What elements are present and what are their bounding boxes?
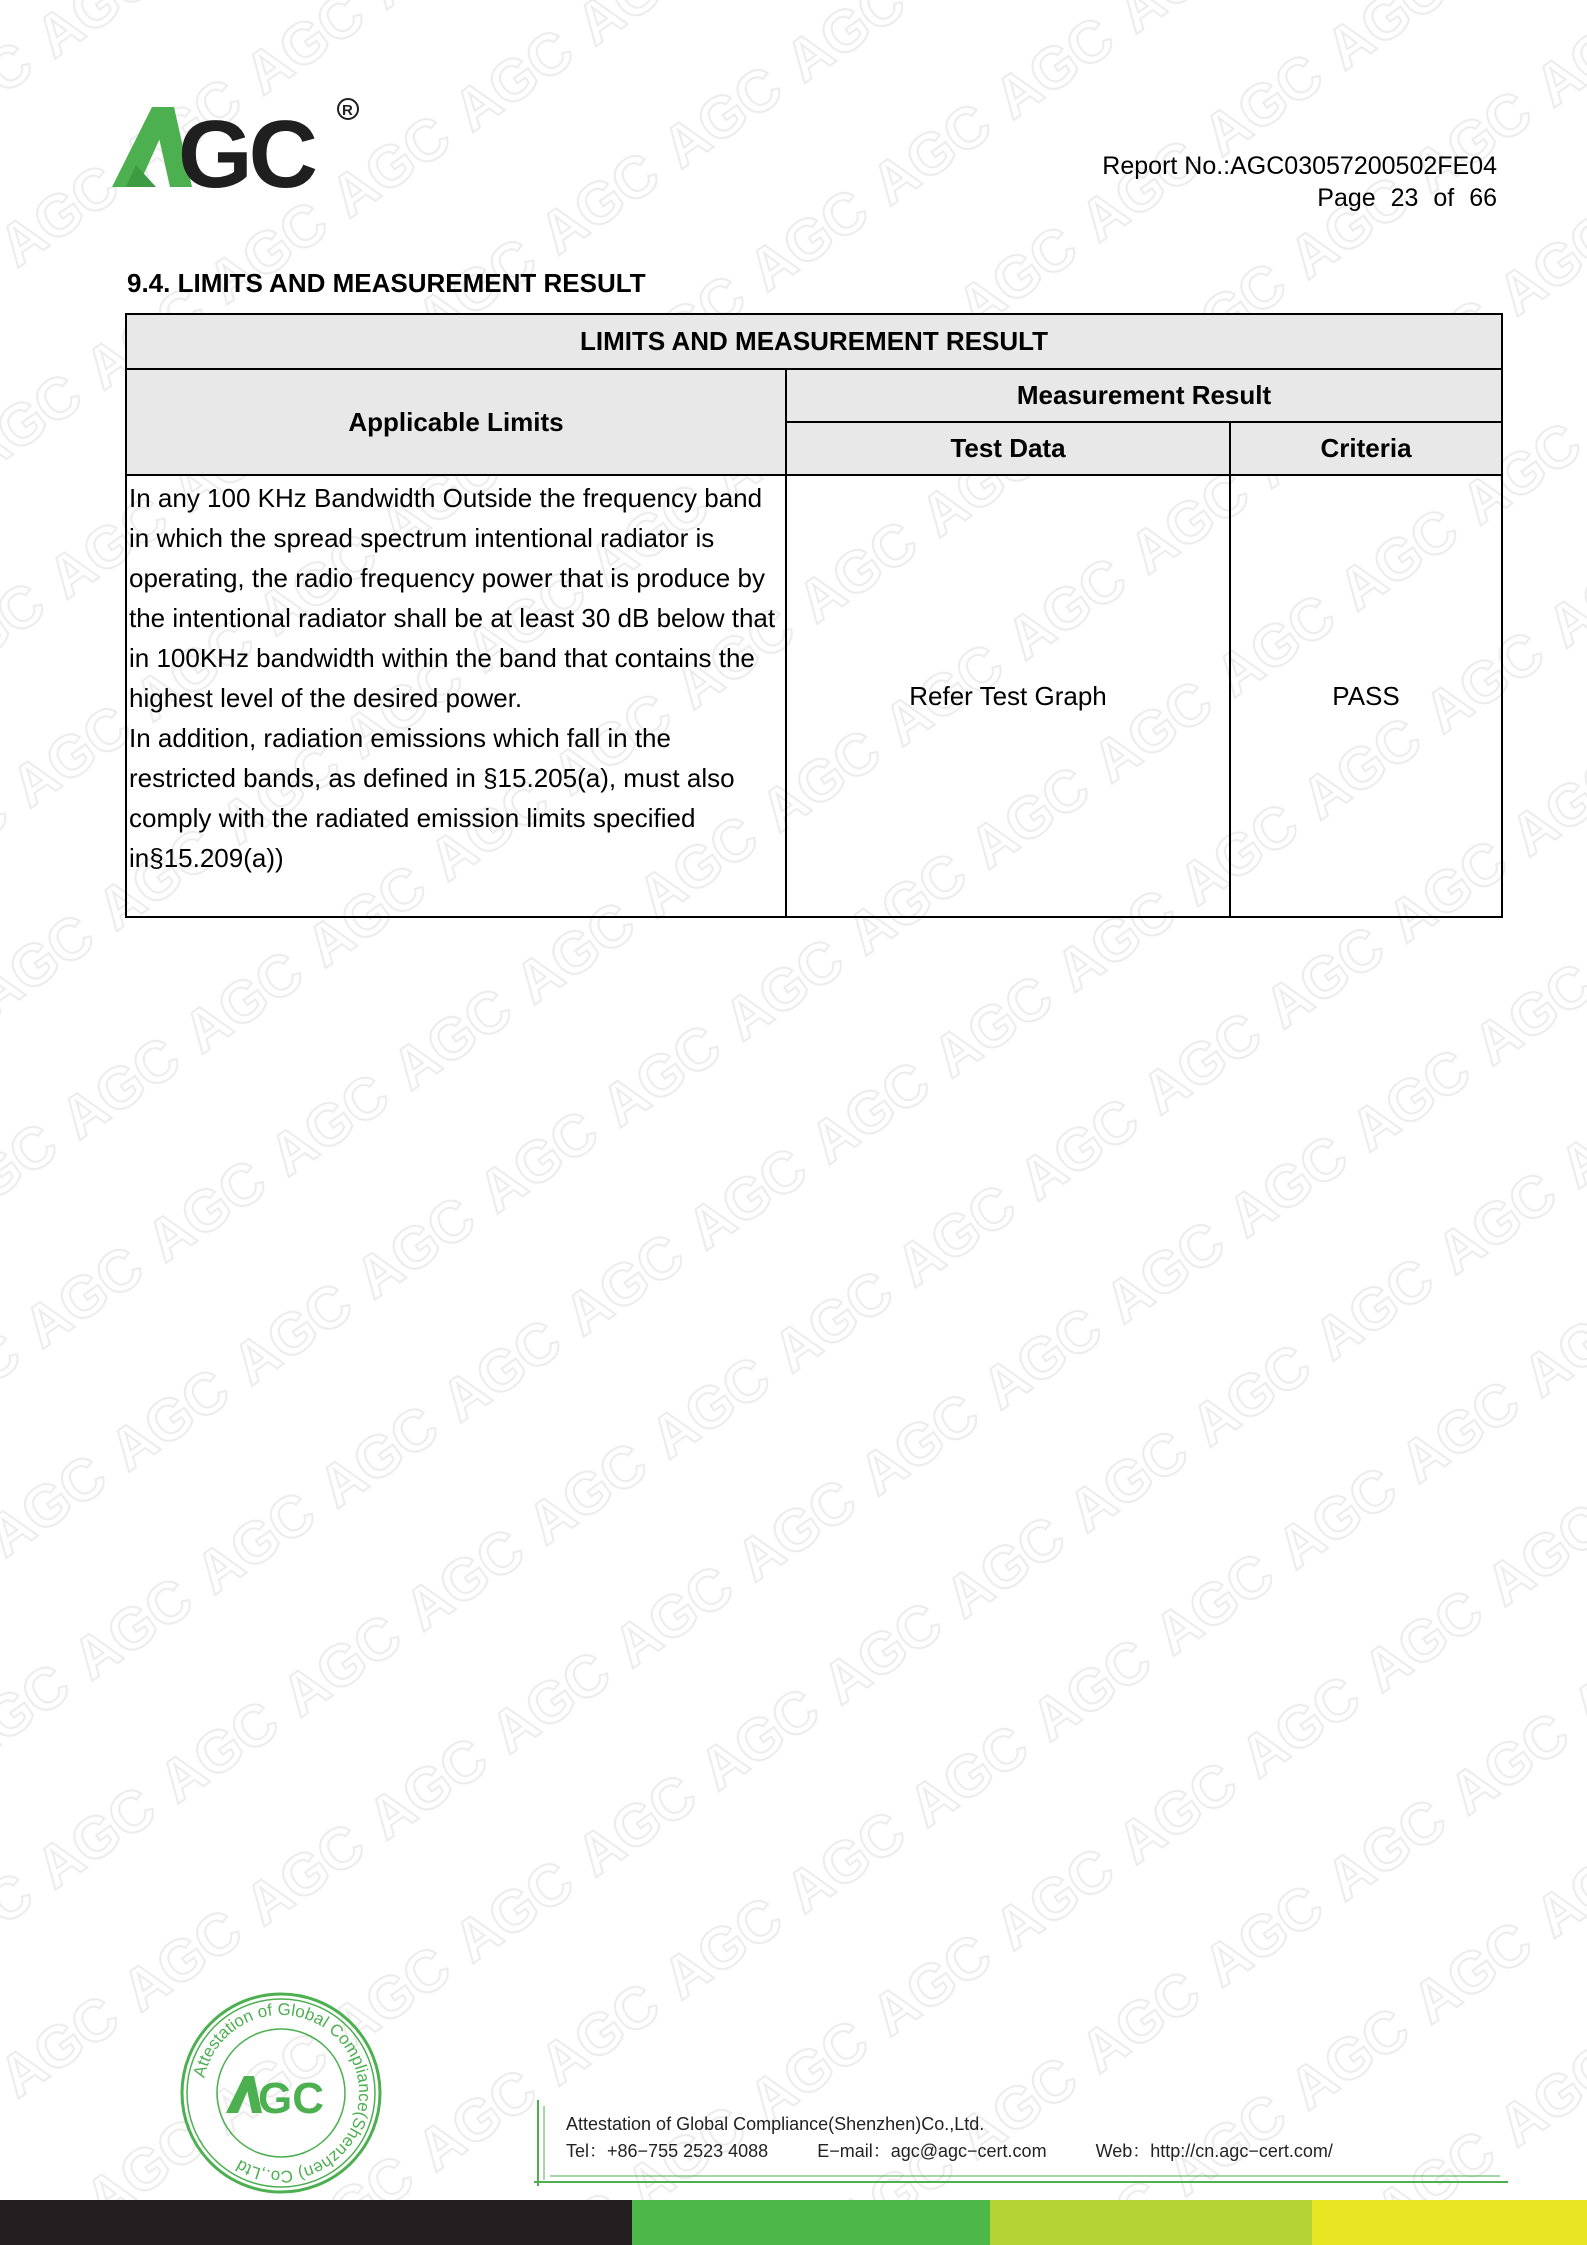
report-info — [1102, 150, 1497, 214]
company-seal — [178, 1990, 384, 2196]
footer-contact — [566, 2111, 1377, 2165]
table-caption: LIMITS AND MEASUREMENT RESULT — [126, 314, 1502, 369]
table-caption-row — [126, 314, 1502, 369]
limits-paragraph-2: In addition, radiation emissions which fall in the restricted bands, as defined in §15.205(a), must also comply with the radiated emission limits specified in§15.209(a)) — [129, 723, 735, 873]
table-header-row — [126, 369, 1502, 422]
page-total: 66 — [1469, 184, 1497, 212]
page-word: Page — [1317, 184, 1376, 212]
header-measurement-result: Measurement Result — [786, 369, 1502, 422]
header-applicable-limits: Applicable Limits — [126, 369, 786, 475]
bar-segment-lime — [990, 2200, 1312, 2245]
footer-contacts — [566, 2138, 1377, 2165]
agc-logo — [112, 95, 372, 195]
section-title: 9.4. LIMITS AND MEASUREMENT RESULT — [127, 268, 646, 298]
bar-segment-green — [632, 2200, 990, 2245]
test-data-cell: Refer Test Graph — [786, 475, 1230, 917]
criteria-cell: PASS — [1230, 475, 1502, 917]
svg-text:R: R — [342, 102, 353, 119]
seal-ring-text: Attestation of Global Compliance(Shenzhen) Co.,Ltd — [189, 1999, 375, 2187]
header-test-data: Test Data — [786, 422, 1230, 475]
svg-text:GC: GC — [178, 101, 314, 195]
agc-logo-mark — [112, 99, 358, 195]
footer-tel: Tel：+86−755 2523 4088 — [566, 2141, 769, 2161]
svg-text:GC: GC — [258, 2074, 324, 2123]
page-indicator — [1102, 182, 1497, 214]
page-current: 23 — [1390, 184, 1419, 212]
bar-segment-yellow — [1312, 2200, 1587, 2245]
footer-email: E−mail：agc@agc−cert.com — [817, 2141, 1047, 2161]
report-number: Report No.:AGC03057200502FE04 — [1102, 152, 1497, 180]
page-of-word: of — [1433, 184, 1455, 212]
limits-paragraph-1: In any 100 KHz Bandwidth Outside the frequency band in which the spread spectrum intentional radiator is operating, the radio frequency power that is produce by the intentional radiator shall be at least 30 dB below that in 100KHz bandwidth within the band that contains the highest level of the desired power. — [129, 483, 776, 713]
seal-logo — [226, 2074, 324, 2123]
limits-cell — [126, 475, 786, 917]
bottom-color-bar — [0, 2200, 1587, 2245]
limits-result-table — [125, 313, 1503, 918]
header-criteria: Criteria — [1230, 422, 1502, 475]
bar-segment-dark — [0, 2200, 632, 2245]
footer-web: Web：http://cn.agc−cert.com/ — [1095, 2141, 1333, 2161]
footer-company: Attestation of Global Compliance(Shenzhen)Co.,Ltd. — [566, 2114, 985, 2134]
table-row — [126, 475, 1502, 917]
